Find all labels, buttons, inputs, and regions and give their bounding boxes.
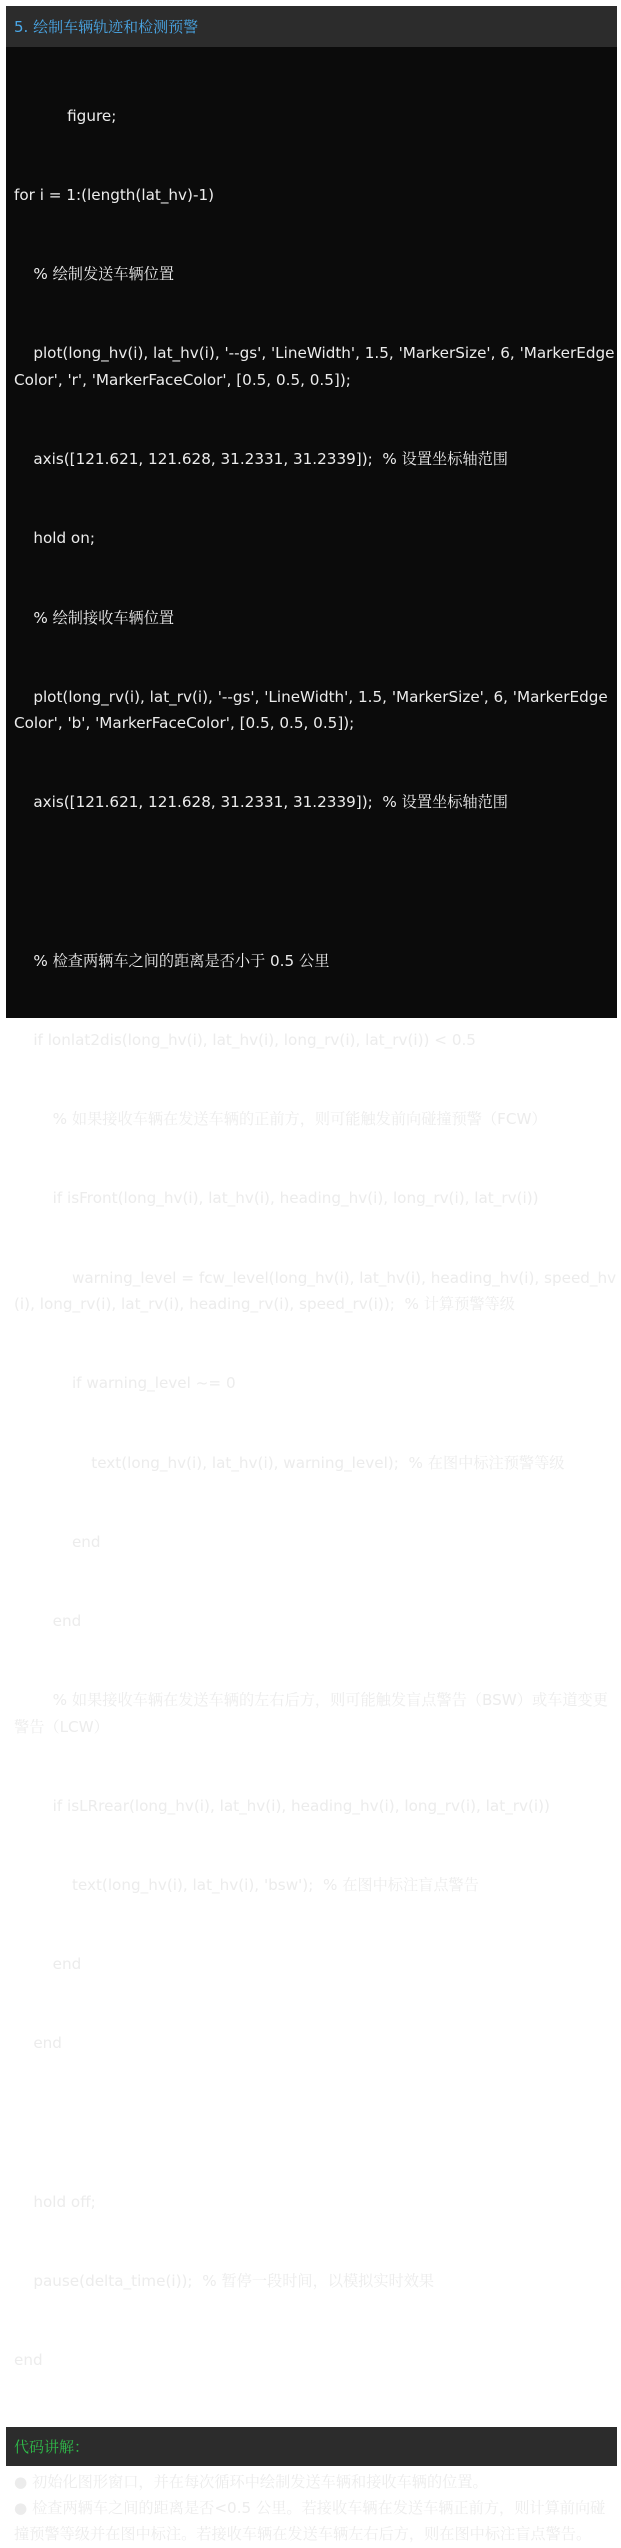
explanation-item: ● 初始化图形窗口，并在每次循环中绘制发送车辆和接收车辆的位置。	[14, 2472, 488, 2491]
code-line: text(long_hv(i), lat_hv(i), 'bsw'); % 在图中标注盲点警告	[14, 1876, 479, 1895]
code-line: plot(long_hv(i), lat_hv(i), '--gs', 'LineWidth', 1.5, 'MarkerSize', 6, 'MarkerEdgeColor', 'r', 'MarkerFaceColor', [0.5, 0.5, 0.5]);	[14, 344, 615, 389]
code-line: end	[14, 1532, 101, 1551]
code-line: % 检查两辆车之间的距离是否小于 0.5 公里	[14, 951, 330, 970]
code-line	[14, 2110, 617, 2136]
code-line: % 绘制发送车辆位置	[14, 265, 175, 284]
code-line: for i = 1:(length(lat_hv)-1)	[14, 186, 215, 205]
code-line: hold off;	[14, 2192, 96, 2211]
code-line: hold on;	[14, 529, 95, 548]
code-line: pause(delta_time(i)); % 暂停一段时间，以模拟实时效果	[14, 2272, 435, 2291]
code-line: if lonlat2dis(long_hv(i), lat_hv(i), long_rv(i), lat_rv(i)) < 0.5	[14, 1031, 476, 1050]
code-line: warning_level = fcw_level(long_hv(i), lat_hv(i), heading_hv(i), speed_hv(i), long_rv(i), lat_rv(i), heading_rv(i), speed_rv(i)); % 计算预警等级	[14, 1268, 617, 1314]
code-line: plot(long_rv(i), lat_rv(i), '--gs', 'LineWidth', 1.5, 'MarkerSize', 6, 'MarkerEdgeColor', 'b', 'MarkerFaceColor', [0.5, 0.5, 0.5]);	[14, 687, 608, 733]
code-line: if isFront(long_hv(i), lat_hv(i), heading_hv(i), long_rv(i), lat_rv(i))	[14, 1189, 539, 1208]
code-line: if isLRrear(long_hv(i), lat_hv(i), heading_hv(i), long_rv(i), lat_rv(i))	[14, 1796, 550, 1815]
code-block[interactable]	[6, 47, 617, 2427]
explanation-title: 代码讲解：	[6, 2427, 617, 2466]
code-line: axis([121.621, 121.628, 31.2331, 31.2339]); % 设置坐标轴范围	[14, 450, 508, 469]
code-line: if warning_level ~= 0	[14, 1374, 236, 1393]
code-line: % 如果接收车辆在发送车辆的正前方，则可能触发前向碰撞预警（FCW）	[14, 1110, 547, 1129]
code-line: % 如果接收车辆在发送车辆的左右后方，则可能触发盲点警告（BSW）或车道变更警告（LCW）	[14, 1691, 608, 1736]
explanation-item: ● 检查两辆车之间的距离是否<0.5 公里。若接收车辆在发送车辆正前方，则计算前向碰撞预警等级并在图中标注。若接收车辆在发送车辆左右后方，则在图中标注盲点警告。	[14, 2498, 606, 2544]
content-panel	[6, 6, 617, 2544]
code-line: end	[14, 1955, 82, 1974]
code-line: end	[14, 1611, 82, 1630]
code-line	[14, 869, 617, 895]
code-line: end	[14, 2351, 43, 2370]
explanation-list	[6, 2466, 617, 2548]
code-line: end	[14, 2034, 62, 2053]
section-title: 5. 绘制车辆轨迹和检测预警	[6, 6, 617, 47]
code-line: figure;	[14, 106, 117, 125]
code-line: % 绘制接收车辆位置	[14, 608, 175, 627]
code-line: axis([121.621, 121.628, 31.2331, 31.2339]); % 设置坐标轴范围	[14, 793, 508, 812]
code-line: text(long_hv(i), lat_hv(i), warning_level); % 在图中标注预警等级	[14, 1453, 565, 1472]
